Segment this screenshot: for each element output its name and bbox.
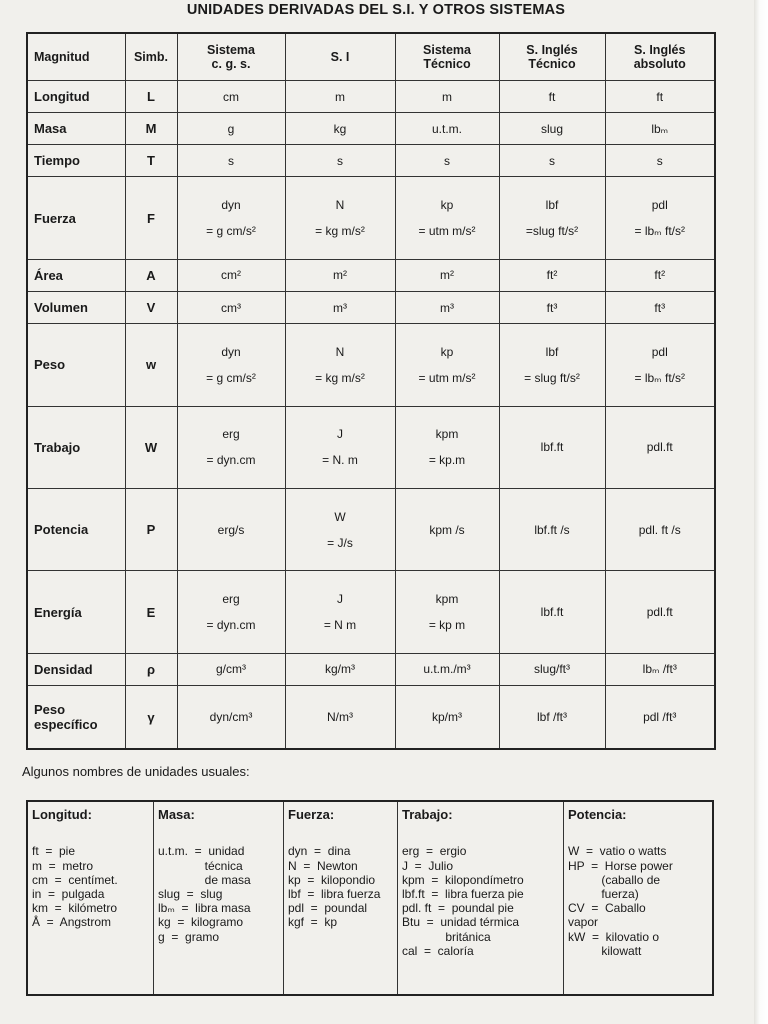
unit-cell: s bbox=[395, 145, 499, 177]
unit-cell: g bbox=[177, 113, 285, 145]
column-header: Magnitud bbox=[27, 33, 125, 81]
unit-names-heading: Fuerza: bbox=[288, 807, 335, 822]
magnitude-name: Densidad bbox=[27, 653, 125, 685]
unit-cell: u.t.m. bbox=[395, 113, 499, 145]
unit-names-column bbox=[284, 802, 398, 994]
unit-names-column bbox=[28, 802, 154, 994]
column-header: S. Inglés absoluto bbox=[605, 33, 715, 81]
unit-text: =slug ft/s² bbox=[525, 224, 579, 239]
magnitude-symbol: F bbox=[125, 177, 177, 259]
unit-text: = g cm/s² bbox=[206, 370, 256, 385]
unit-text: = kp m bbox=[428, 618, 466, 633]
unit-names-column bbox=[154, 802, 284, 994]
unit-cell: slug bbox=[499, 113, 605, 145]
magnitude-symbol: V bbox=[125, 292, 177, 324]
unit-cell: cm³ bbox=[177, 292, 285, 324]
unit-name-entry: kg = kilogramo bbox=[158, 915, 244, 930]
unit-name-entry: cm = centímet. bbox=[32, 872, 118, 887]
magnitude-name: Volumen bbox=[27, 292, 125, 324]
unit-name-entry: kilowatt bbox=[568, 943, 642, 958]
units-table bbox=[26, 32, 716, 750]
unit-name-entry: N = Newton bbox=[288, 858, 358, 873]
unit-name-entry: cal = caloría bbox=[402, 943, 474, 958]
unit-text: pdl bbox=[651, 198, 668, 213]
unit-name-entry: lbf.ft = libra fuerza pie bbox=[402, 887, 524, 902]
unit-name-entry: de masa bbox=[158, 872, 251, 887]
unit-text: N bbox=[335, 344, 345, 359]
unit-cell: kg/m³ bbox=[285, 653, 395, 685]
unit-text: = kg m/s² bbox=[315, 370, 365, 385]
unit-name-entry: (caballo de bbox=[568, 872, 661, 887]
unit-cell bbox=[285, 406, 395, 488]
unit-text: W bbox=[334, 509, 346, 524]
unit-text: = utm m/s² bbox=[418, 224, 476, 239]
unit-cell bbox=[285, 177, 395, 259]
column-header: Simb. bbox=[125, 33, 177, 81]
unit-cell: m bbox=[285, 81, 395, 113]
unit-names-heading: Masa: bbox=[158, 807, 195, 822]
unit-name-entry: lbₘ = libra masa bbox=[158, 901, 251, 916]
unit-cell: kg bbox=[285, 113, 395, 145]
magnitude-name: Trabajo bbox=[27, 406, 125, 488]
unit-text: = kp.m bbox=[428, 453, 466, 468]
unit-name-entry: lbf = libra fuerza bbox=[288, 887, 381, 902]
unit-text: lbf bbox=[545, 344, 559, 359]
unit-cell bbox=[499, 177, 605, 259]
unit-name-entry: HP = Horse power bbox=[568, 858, 673, 873]
unit-text: = g cm/s² bbox=[206, 224, 256, 239]
table-row bbox=[27, 324, 715, 406]
unit-text: = N m bbox=[323, 618, 357, 633]
unit-cell bbox=[285, 324, 395, 406]
unit-cell bbox=[605, 177, 715, 259]
unit-name-entry: W = vatio o watts bbox=[568, 844, 667, 859]
column-header: S. Inglés Técnico bbox=[499, 33, 605, 81]
magnitude-name: Longitud bbox=[27, 81, 125, 113]
unit-name-entry: CV = Caballo bbox=[568, 901, 646, 916]
unit-text: dyn bbox=[221, 344, 241, 359]
unit-text: = J/s bbox=[327, 535, 353, 550]
unit-names-heading: Longitud: bbox=[32, 807, 92, 822]
magnitude-name: Potencia bbox=[27, 489, 125, 571]
unit-cell: erg/s bbox=[177, 489, 285, 571]
unit-cell bbox=[285, 489, 395, 571]
magnitude-symbol: P bbox=[125, 489, 177, 571]
magnitude-name: Peso específico bbox=[27, 686, 125, 749]
unit-name-entry: Å = Angstrom bbox=[32, 915, 112, 930]
magnitude-symbol: L bbox=[125, 81, 177, 113]
units-names-caption: Algunos nombres de unidades usuales: bbox=[22, 764, 250, 779]
unit-cell: kp/m³ bbox=[395, 686, 499, 749]
unit-cell: ft² bbox=[499, 259, 605, 291]
unit-text: J bbox=[337, 427, 343, 442]
unit-name-entry: u.t.m. = unidad bbox=[158, 844, 245, 859]
unit-cell: m³ bbox=[285, 292, 395, 324]
unit-cell: N/m³ bbox=[285, 686, 395, 749]
table-row bbox=[27, 259, 715, 291]
unit-cell: lbf /ft³ bbox=[499, 686, 605, 749]
magnitude-symbol: ρ bbox=[125, 653, 177, 685]
unit-cell: slug/ft³ bbox=[499, 653, 605, 685]
unit-names-box bbox=[26, 800, 714, 996]
unit-text: dyn bbox=[221, 198, 241, 213]
magnitude-name: Masa bbox=[27, 113, 125, 145]
unit-text: = kg m/s² bbox=[315, 224, 365, 239]
magnitude-name: Energía bbox=[27, 571, 125, 653]
unit-cell: cm bbox=[177, 81, 285, 113]
magnitude-symbol: A bbox=[125, 259, 177, 291]
unit-name-entry: kp = kilopondio bbox=[288, 872, 376, 887]
unit-name-entry: ft = pie bbox=[32, 844, 76, 859]
unit-text: kpm bbox=[435, 427, 459, 442]
unit-name-entry: técnica bbox=[158, 858, 243, 873]
magnitude-symbol: E bbox=[125, 571, 177, 653]
unit-cell: s bbox=[285, 145, 395, 177]
table-row bbox=[27, 81, 715, 113]
unit-cell bbox=[395, 324, 499, 406]
unit-name-entry: kpm = kilopondímetro bbox=[402, 872, 524, 887]
unit-cell: m² bbox=[285, 259, 395, 291]
unit-name-entry: slug = slug bbox=[158, 887, 223, 902]
unit-name-entry: vapor bbox=[568, 915, 599, 930]
unit-cell: s bbox=[605, 145, 715, 177]
unit-text: N bbox=[335, 198, 345, 213]
unit-text: erg bbox=[222, 592, 240, 607]
magnitude-name: Fuerza bbox=[27, 177, 125, 259]
magnitude-name: Peso bbox=[27, 324, 125, 406]
unit-cell bbox=[605, 324, 715, 406]
unit-name-entry: erg = ergio bbox=[402, 844, 467, 859]
unit-name-entry bbox=[402, 830, 559, 844]
magnitude-symbol: γ bbox=[125, 686, 177, 749]
unit-cell: m² bbox=[395, 259, 499, 291]
unit-name-entry: g = gramo bbox=[158, 929, 220, 944]
unit-cell: s bbox=[499, 145, 605, 177]
unit-cell: ft³ bbox=[499, 292, 605, 324]
unit-text: erg bbox=[222, 427, 240, 442]
unit-name-entry: J = Julio bbox=[402, 858, 454, 873]
magnitude-symbol: M bbox=[125, 113, 177, 145]
column-header: Sistema Técnico bbox=[395, 33, 499, 81]
unit-cell: lbf.ft bbox=[499, 406, 605, 488]
table-row bbox=[27, 686, 715, 749]
unit-name-entry: kW = kilovatio o bbox=[568, 929, 660, 944]
unit-cell: cm² bbox=[177, 259, 285, 291]
page-title: UNIDADES DERIVADAS DEL S.I. Y OTROS SISTEMAS bbox=[186, 2, 566, 18]
unit-text: = N. m bbox=[322, 453, 358, 468]
unit-cell bbox=[499, 324, 605, 406]
unit-name-entry bbox=[158, 830, 279, 844]
unit-name-entry: kgf = kp bbox=[288, 915, 338, 930]
unit-names-column bbox=[564, 802, 708, 994]
table-row bbox=[27, 113, 715, 145]
unit-cell bbox=[177, 324, 285, 406]
unit-name-entry: dyn = dina bbox=[288, 844, 351, 859]
unit-cell bbox=[395, 571, 499, 653]
table-row bbox=[27, 292, 715, 324]
unit-cell: g/cm³ bbox=[177, 653, 285, 685]
unit-cell: m bbox=[395, 81, 499, 113]
unit-cell: m³ bbox=[395, 292, 499, 324]
unit-text: pdl bbox=[651, 344, 668, 359]
unit-cell bbox=[177, 571, 285, 653]
unit-name-entry: km = kilómetro bbox=[32, 901, 118, 916]
table-row bbox=[27, 571, 715, 653]
unit-names-column bbox=[398, 802, 564, 994]
unit-text: = lbₘ ft/s² bbox=[634, 224, 685, 239]
magnitude-symbol: W bbox=[125, 406, 177, 488]
unit-cell: pdl. ft /s bbox=[605, 489, 715, 571]
unit-name-entry: británica bbox=[402, 929, 491, 944]
unit-cell: ft² bbox=[605, 259, 715, 291]
unit-cell bbox=[177, 406, 285, 488]
unit-name-entry bbox=[288, 830, 393, 844]
unit-cell: ft bbox=[605, 81, 715, 113]
column-header: Sistema c. g. s. bbox=[177, 33, 285, 81]
unit-cell: lbₘ bbox=[605, 113, 715, 145]
unit-text: kp bbox=[440, 198, 454, 213]
unit-cell: pdl.ft bbox=[605, 406, 715, 488]
page-edge bbox=[754, 0, 768, 1024]
unit-cell: lbf.ft bbox=[499, 571, 605, 653]
unit-text: lbf bbox=[545, 198, 559, 213]
unit-names-heading: Potencia: bbox=[568, 807, 627, 822]
unit-text: kp bbox=[440, 344, 454, 359]
unit-cell: lbf.ft /s bbox=[499, 489, 605, 571]
unit-name-entry bbox=[32, 830, 149, 844]
unit-cell: pdl.ft bbox=[605, 571, 715, 653]
unit-name-entry: m = metro bbox=[32, 858, 94, 873]
unit-name-entry: in = pulgada bbox=[32, 887, 105, 902]
table-row bbox=[27, 406, 715, 488]
unit-cell: pdl /ft³ bbox=[605, 686, 715, 749]
unit-text: = slug ft/s² bbox=[524, 370, 580, 385]
unit-text: = utm m/s² bbox=[418, 370, 476, 385]
unit-cell: ft³ bbox=[605, 292, 715, 324]
magnitude-symbol: T bbox=[125, 145, 177, 177]
unit-cell: s bbox=[177, 145, 285, 177]
table-header-row bbox=[27, 33, 715, 81]
unit-name-entry bbox=[568, 830, 704, 844]
table-row bbox=[27, 489, 715, 571]
magnitude-name: Área bbox=[27, 259, 125, 291]
unit-names-heading: Trabajo: bbox=[402, 807, 453, 822]
unit-name-entry: pdl = poundal bbox=[288, 901, 368, 916]
unit-name-entry: fuerza) bbox=[568, 887, 639, 902]
unit-name-entry: Btu = unidad térmica bbox=[402, 915, 520, 930]
unit-text: J bbox=[337, 592, 343, 607]
table-row bbox=[27, 653, 715, 685]
magnitude-symbol: w bbox=[125, 324, 177, 406]
unit-cell: lbₘ /ft³ bbox=[605, 653, 715, 685]
unit-cell bbox=[177, 177, 285, 259]
table-row bbox=[27, 177, 715, 259]
unit-name-entry: pdl. ft = poundal pie bbox=[402, 901, 514, 916]
unit-text: = dyn.cm bbox=[206, 618, 256, 633]
unit-cell bbox=[395, 406, 499, 488]
unit-cell: kpm /s bbox=[395, 489, 499, 571]
unit-text: kpm bbox=[435, 592, 459, 607]
magnitude-name: Tiempo bbox=[27, 145, 125, 177]
unit-cell: dyn/cm³ bbox=[177, 686, 285, 749]
table-row bbox=[27, 145, 715, 177]
unit-text: = lbₘ ft/s² bbox=[634, 370, 685, 385]
unit-cell: ft bbox=[499, 81, 605, 113]
column-header: S. I bbox=[285, 33, 395, 81]
unit-text: = dyn.cm bbox=[206, 453, 256, 468]
unit-cell bbox=[285, 571, 395, 653]
unit-cell: u.t.m./m³ bbox=[395, 653, 499, 685]
unit-cell bbox=[395, 177, 499, 259]
